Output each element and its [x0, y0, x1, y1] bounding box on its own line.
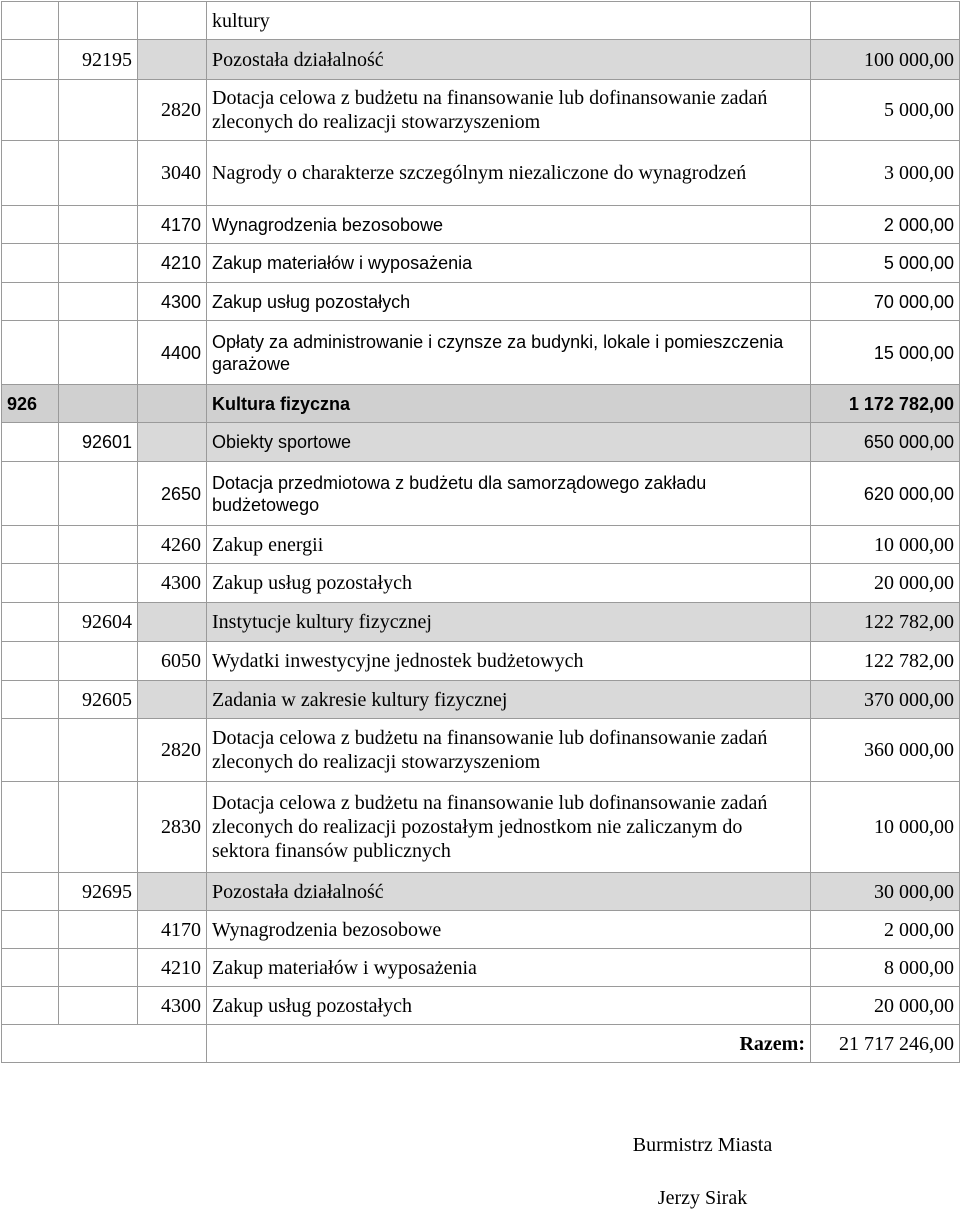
paragraf-cell: 4260: [138, 526, 207, 564]
name-cell: Zakup usług pozostałych: [207, 283, 811, 321]
amount-cell: 5 000,00: [811, 80, 960, 141]
amount-cell: 8 000,00: [811, 949, 960, 987]
paragraf-cell: 4400: [138, 321, 207, 385]
paragraf-cell: 4300: [138, 283, 207, 321]
name-cell: Pozostała działalność: [207, 873, 811, 911]
dzial-cell: [2, 141, 59, 206]
dzial-cell: [2, 911, 59, 949]
name-cell: kultury: [207, 2, 811, 40]
rozdzial-cell: 92695: [59, 873, 138, 911]
dzial-cell: [2, 987, 59, 1025]
amount-cell: 15 000,00: [811, 321, 960, 385]
amount-cell: 122 782,00: [811, 603, 960, 642]
name-cell: Dotacja celowa z budżetu na finansowanie lub dofinansowanie zadań zleconych do realizacji stowarzyszeniom: [207, 719, 811, 782]
name-cell: Zadania w zakresie kultury fizycznej: [207, 681, 811, 719]
table-row: [2, 642, 960, 681]
rozdzial-cell: [59, 987, 138, 1025]
name-cell: Wynagrodzenia bezosobowe: [207, 911, 811, 949]
name-cell: Obiekty sportowe: [207, 423, 811, 462]
amount-cell: 650 000,00: [811, 423, 960, 462]
paragraf-cell: [138, 681, 207, 719]
table-row: [2, 462, 960, 526]
dzial-cell: [2, 2, 59, 40]
paragraf-cell: [138, 385, 207, 423]
name-cell: Opłaty za administrowanie i czynsze za budynki, lokale i pomieszczenia garażowe: [207, 321, 811, 385]
rozdzial-cell: [59, 321, 138, 385]
table-row: [2, 321, 960, 385]
rozdzial-cell: [59, 642, 138, 681]
table-row: [2, 681, 960, 719]
dzial-cell: 926: [2, 385, 59, 423]
name-cell: Wynagrodzenia bezosobowe: [207, 206, 811, 244]
name-cell: Instytucje kultury fizycznej: [207, 603, 811, 642]
paragraf-cell: 6050: [138, 642, 207, 681]
rozdzial-cell: 92195: [59, 40, 138, 80]
amount-cell: 20 000,00: [811, 564, 960, 603]
name-cell: Zakup energii: [207, 526, 811, 564]
table-row: [2, 911, 960, 949]
total-row: [2, 1025, 960, 1063]
amount-cell: 370 000,00: [811, 681, 960, 719]
dzial-cell: [2, 80, 59, 141]
amount-cell: 5 000,00: [811, 244, 960, 283]
name-cell: Nagrody o charakterze szczególnym niezaliczone do wynagrodzeń: [207, 141, 811, 206]
paragraf-cell: 2820: [138, 80, 207, 141]
amount-cell: 122 782,00: [811, 642, 960, 681]
paragraf-cell: 3040: [138, 141, 207, 206]
signature-title: Burmistrz Miasta: [632, 1134, 773, 1156]
dzial-cell: [2, 719, 59, 782]
paragraf-cell: 2650: [138, 462, 207, 526]
paragraf-cell: [138, 603, 207, 642]
dzial-cell: [2, 40, 59, 80]
dzial-cell: [2, 564, 59, 603]
amount-cell: 620 000,00: [811, 462, 960, 526]
table-row: [2, 283, 960, 321]
table-row: [2, 80, 960, 141]
signature-name: Jerzy Sirak: [657, 1187, 748, 1209]
name-cell: Pozostała działalność: [207, 40, 811, 80]
paragraf-cell: 4300: [138, 564, 207, 603]
name-cell: Dotacja przedmiotowa z budżetu dla samorządowego zakładu budżetowego: [207, 462, 811, 526]
name-cell: Zakup usług pozostałych: [207, 564, 811, 603]
table-row: [2, 40, 960, 80]
paragraf-cell: 4210: [138, 949, 207, 987]
name-cell: Wydatki inwestycyjne jednostek budżetowych: [207, 642, 811, 681]
rozdzial-cell: [59, 462, 138, 526]
amount-cell: 70 000,00: [811, 283, 960, 321]
dzial-cell: [2, 949, 59, 987]
paragraf-cell: [138, 873, 207, 911]
paragraf-cell: [138, 40, 207, 80]
rozdzial-cell: [59, 244, 138, 283]
rozdzial-cell: 92601: [59, 423, 138, 462]
paragraf-cell: 4170: [138, 206, 207, 244]
table-row: [2, 719, 960, 782]
table-row: [2, 423, 960, 462]
rozdzial-cell: [59, 2, 138, 40]
table-row: [2, 949, 960, 987]
table-row: [2, 244, 960, 283]
rozdzial-cell: 92604: [59, 603, 138, 642]
dzial-cell: [2, 244, 59, 283]
total-amount: 21 717 246,00: [811, 1025, 960, 1063]
dzial-cell: [2, 603, 59, 642]
dzial-cell: [2, 206, 59, 244]
rozdzial-cell: [59, 949, 138, 987]
name-cell: Dotacja celowa z budżetu na finansowanie lub dofinansowanie zadań zleconych do realizacji stowarzyszeniom: [207, 80, 811, 141]
dzial-cell: [2, 321, 59, 385]
amount-cell: 3 000,00: [811, 141, 960, 206]
amount-cell: 1 172 782,00: [811, 385, 960, 423]
paragraf-cell: 2830: [138, 782, 207, 873]
paragraf-cell: 4210: [138, 244, 207, 283]
paragraf-cell: [138, 2, 207, 40]
amount-cell: [811, 2, 960, 40]
name-cell: Kultura fizyczna: [207, 385, 811, 423]
total-label: Razem:: [207, 1025, 811, 1063]
table-row: [2, 873, 960, 911]
dzial-cell: [2, 423, 59, 462]
name-cell: Zakup materiałów i wyposażenia: [207, 244, 811, 283]
paragraf-cell: [138, 423, 207, 462]
amount-cell: 360 000,00: [811, 719, 960, 782]
name-cell: Zakup materiałów i wyposażenia: [207, 949, 811, 987]
amount-cell: 10 000,00: [811, 526, 960, 564]
rozdzial-cell: [59, 526, 138, 564]
rozdzial-cell: [59, 782, 138, 873]
rozdzial-cell: [59, 141, 138, 206]
table-row: [2, 782, 960, 873]
table-row: [2, 987, 960, 1025]
name-cell: Zakup usług pozostałych: [207, 987, 811, 1025]
rozdzial-cell: [59, 80, 138, 141]
rozdzial-cell: [59, 206, 138, 244]
table-row: [2, 385, 960, 423]
table-row: [2, 603, 960, 642]
dzial-cell: [2, 642, 59, 681]
rozdzial-cell: [59, 564, 138, 603]
amount-cell: 2 000,00: [811, 911, 960, 949]
table-row: [2, 2, 960, 40]
dzial-cell: [2, 873, 59, 911]
table-row: [2, 564, 960, 603]
name-cell: Dotacja celowa z budżetu na finansowanie lub dofinansowanie zadań zleconych do realizacji pozostałym jednostkom nie zaliczanym do sektora finansów publicznych: [207, 782, 811, 873]
budget-table: [1, 1, 960, 1063]
dzial-cell: [2, 526, 59, 564]
rozdzial-cell: [59, 385, 138, 423]
amount-cell: 2 000,00: [811, 206, 960, 244]
rozdzial-cell: [59, 911, 138, 949]
table-row: [2, 206, 960, 244]
rozdzial-cell: 92605: [59, 681, 138, 719]
dzial-cell: [2, 462, 59, 526]
amount-cell: 20 000,00: [811, 987, 960, 1025]
dzial-cell: [2, 283, 59, 321]
paragraf-cell: 4170: [138, 911, 207, 949]
table-row: [2, 141, 960, 206]
dzial-cell: [2, 681, 59, 719]
amount-cell: 10 000,00: [811, 782, 960, 873]
dzial-cell: [2, 782, 59, 873]
table-row: [2, 526, 960, 564]
amount-cell: 100 000,00: [811, 40, 960, 80]
amount-cell: 30 000,00: [811, 873, 960, 911]
paragraf-cell: 4300: [138, 987, 207, 1025]
rozdzial-cell: [59, 719, 138, 782]
paragraf-cell: 2820: [138, 719, 207, 782]
rozdzial-cell: [59, 283, 138, 321]
